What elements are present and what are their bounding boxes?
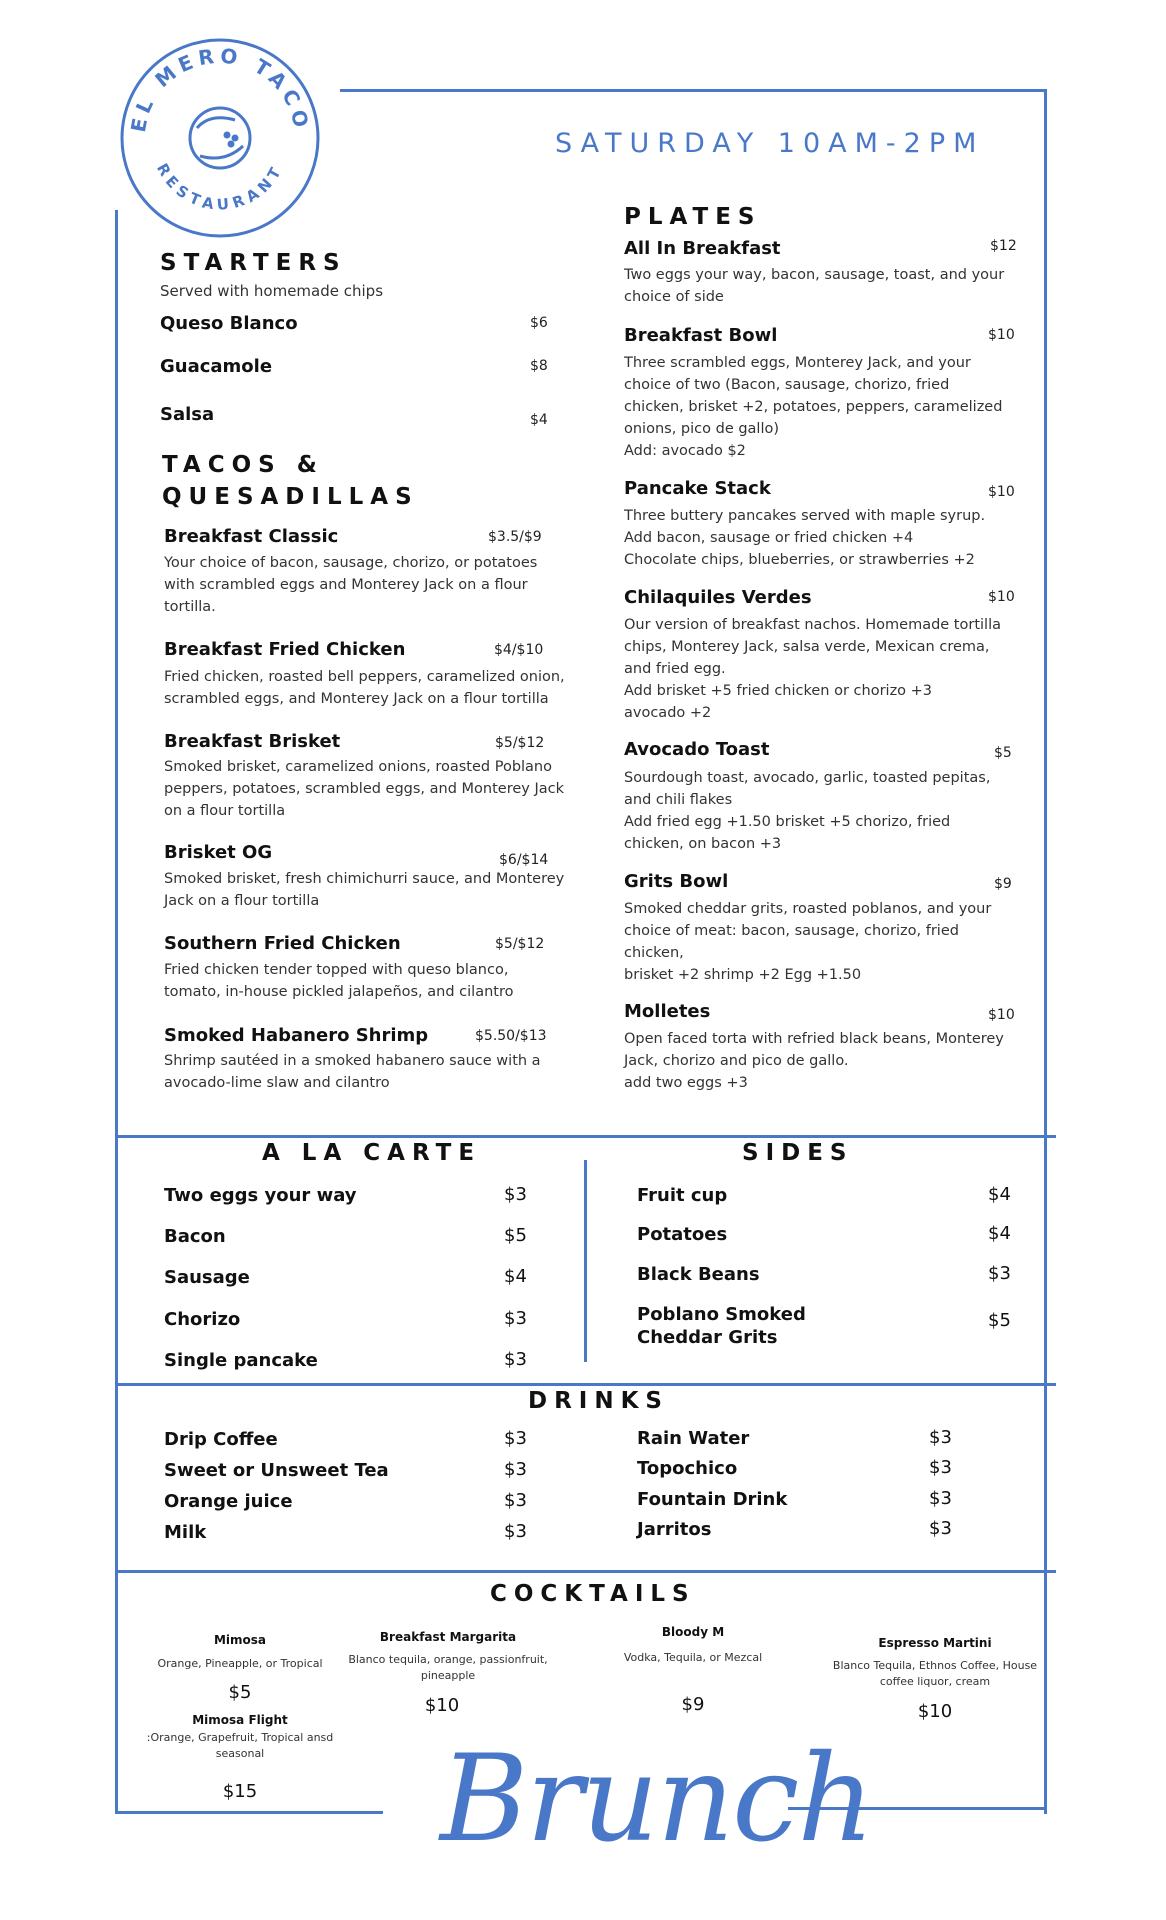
side-item: Potatoes [637,1224,728,1245]
drink-item: Jarritos [637,1519,712,1540]
plate-price: $10 [988,484,1015,500]
cocktail-price: $10 [917,1701,953,1722]
plate-name: Molletes [624,1001,711,1022]
frame-bottom-left-line [115,1811,383,1814]
plate-desc: Three scrambled eggs, Monterey Jack, and your choice of two (Bacon, sausage, chorizo, fried chicken, brisket +2, potatoes, peppers, caramelized onions, pico de gallo) Add: avocado $2 [624,355,1003,459]
a-la-carte-item: Sausage [164,1267,250,1288]
side-item: Black Beans [637,1264,760,1285]
plate-name: All In Breakfast [624,238,781,259]
taco-desc: Fried chicken, roasted bell peppers, caramelized onion, scrambled eggs, and Monterey Jack on a flour tortilla [164,669,565,707]
side-price: $4 [988,1223,1011,1244]
drink-price: $3 [929,1427,952,1448]
taco-name: Breakfast Brisket [164,731,341,752]
drink-price: $3 [504,1490,527,1511]
divider-line-3 [118,1570,1056,1573]
cocktail-price: $15 [222,1781,258,1802]
a-la-carte-price: $3 [504,1184,527,1205]
divider-line-2 [118,1383,1056,1386]
frame-left-line [115,210,118,1814]
side-price: $3 [988,1263,1011,1284]
restaurant-logo [115,38,325,238]
cocktail-desc: Vodka, Tequila, or Mezcal [623,1651,763,1664]
drink-item: Fountain Drink [637,1489,788,1510]
plate-name: Chilaquiles Verdes [624,587,812,608]
divider-line-1 [118,1135,1056,1138]
plate-desc: Open faced torta with refried black beans, Monterey Jack, chorizo and pico de gallo. add two eggs +3 [624,1031,1004,1091]
drink-item: Milk [164,1522,207,1543]
cocktail-name: Breakfast Margarita [379,1630,517,1644]
plate-desc: Two eggs your way, bacon, sausage, toast, and your choice of side [624,267,1005,305]
taco-price: $6/$14 [499,852,549,868]
plate-desc: Three buttery pancakes served with maple syrup. Add bacon, sausage or fried chicken +4 Chocolate chips, blueberries, or strawberries +2 [624,508,986,568]
brunch-script-title: Brunch [440,1730,873,1869]
side-price: $5 [988,1310,1011,1331]
starters-subtitle: Served with homemade chips [160,282,384,300]
plate-price: $12 [990,238,1017,254]
plate-price: $9 [994,876,1012,892]
plate-name: Breakfast Bowl [624,325,778,346]
hours-banner: SATURDAY 10AM-2PM [555,128,985,159]
a-la-carte-item: Bacon [164,1226,226,1247]
taco-name: Breakfast Classic [164,526,339,547]
svg-text:EL MERO TACO [126,43,314,134]
plate-name: Avocado Toast [624,739,770,760]
taco-name: Smoked Habanero Shrimp [164,1025,429,1046]
taco-price: $5/$12 [495,735,545,751]
plate-name: Pancake Stack [624,478,771,499]
starter-name: Salsa [160,404,215,425]
a-la-carte-price: $3 [504,1349,527,1370]
taco-desc: Fried chicken tender topped with queso blanco, tomato, in-house pickled jalapeños, and cilantro [164,962,514,1000]
tacos-title-line2: QUESADILLAS [162,484,419,510]
cocktail-name: Mimosa Flight [192,1713,288,1727]
side-item: Fruit cup [637,1185,728,1206]
drink-item: Orange juice [164,1491,293,1512]
plate-name: Grits Bowl [624,871,729,892]
cocktail-name: Bloody M [661,1625,725,1639]
tacos-title-line1: TACOS & [162,452,324,478]
plate-price: $10 [988,327,1015,343]
drink-price: $3 [504,1459,527,1480]
drink-item: Drip Coffee [164,1429,278,1450]
plate-price: $10 [988,1007,1015,1023]
drink-item: Topochico [637,1458,738,1479]
drinks-title: DRINKS [528,1388,669,1414]
taco-name: Brisket OG [164,842,273,863]
frame-right-line [1044,89,1047,1814]
cocktails-title: COCKTAILS [490,1581,696,1607]
drink-price: $3 [504,1428,527,1449]
a-la-carte-price: $3 [504,1308,527,1329]
taco-desc: Your choice of bacon, sausage, chorizo, or potatoes with scrambled eggs and Monterey Jack on a flour tortilla. [164,555,538,615]
taco-desc: Shrimp sautéed in a smoked habanero sauce with a avocado-lime slaw and cilantro [164,1053,541,1091]
cocktail-name: Mimosa [213,1633,267,1647]
a-la-carte-item: Single pancake [164,1350,318,1371]
cocktail-desc: :Orange, Grapefruit, Tropical ansd seasonal [146,1731,334,1760]
taco-icon [190,108,250,168]
plate-desc: Our version of breakfast nachos. Homemade tortilla chips, Monterey Jack, salsa verde, Mexican crema, and fried egg. Add brisket +5 fried chicken or chorizo +3 avocado +2 [624,617,1001,721]
plates-title: PLATES [624,204,762,230]
a-la-carte-title: A LA CARTE [262,1140,482,1166]
cocktail-desc: Blanco tequila, orange, passionfruit, pineapple [348,1653,548,1682]
drink-price: $3 [929,1457,952,1478]
a-la-carte-price: $5 [504,1225,527,1246]
starter-name: Guacamole [160,356,273,377]
cocktail-price: $5 [228,1682,252,1703]
a-la-carte-item: Two eggs your way [164,1185,357,1206]
cocktail-name: Espresso Martini [878,1636,992,1650]
plate-desc: Smoked cheddar grits, roasted poblanos, and your choice of meat: bacon, sausage, chorizo, fried chicken, brisket +2 shrimp +2 Egg +1.50 [624,901,992,983]
side-price: $4 [988,1184,1011,1205]
logo-top-text: EL MERO TACO [125,43,315,135]
taco-price: $3.5/$9 [488,529,542,545]
taco-desc: Smoked brisket, fresh chimichurri sauce, and Monterey Jack on a flour tortilla [164,871,565,909]
cocktail-price: $9 [681,1694,705,1715]
plate-price: $5 [994,745,1012,761]
a-la-carte-price: $4 [504,1266,527,1287]
starter-name: Queso Blanco [160,313,298,334]
taco-name: Breakfast Fried Chicken [164,639,406,660]
plate-price: $10 [988,589,1015,605]
drink-price: $3 [929,1488,952,1509]
drink-price: $3 [929,1518,952,1539]
side-item: Poblano Smoked Cheddar Grits [637,1304,806,1348]
starter-price: $8 [530,358,548,374]
cocktail-desc: Orange, Pineapple, or Tropical [157,1657,323,1670]
drink-item: Sweet or Unsweet Tea [164,1460,389,1481]
frame-top-line [340,89,1046,92]
starters-title: STARTERS [160,250,347,276]
logo-bottom-text: RESTAURANT [153,160,287,214]
a-la-carte-item: Chorizo [164,1309,241,1330]
plate-desc: Sourdough toast, avocado, garlic, toasted pepitas, and chili flakes Add fried egg +1.50 brisket +5 chorizo, fried chicken, on bacon +3 [624,770,991,852]
taco-price: $4/$10 [494,642,544,658]
taco-price: $5/$12 [495,936,545,952]
divider-vertical [584,1160,587,1362]
taco-name: Southern Fried Chicken [164,933,401,954]
starter-price: $4 [530,412,548,428]
sides-title: SIDES [742,1140,854,1166]
drink-item: Rain Water [637,1428,750,1449]
starter-price: $6 [530,315,548,331]
drink-price: $3 [504,1521,527,1542]
taco-price: $5.50/$13 [475,1028,547,1044]
cocktail-desc: Blanco Tequila, Ethnos Coffee, House coffee liquor, cream [832,1659,1038,1688]
cocktail-price: $10 [424,1695,460,1716]
taco-desc: Smoked brisket, caramelized onions, roasted Poblano peppers, potatoes, scrambled eggs, and Monterey Jack on a flour tortilla [164,759,565,819]
